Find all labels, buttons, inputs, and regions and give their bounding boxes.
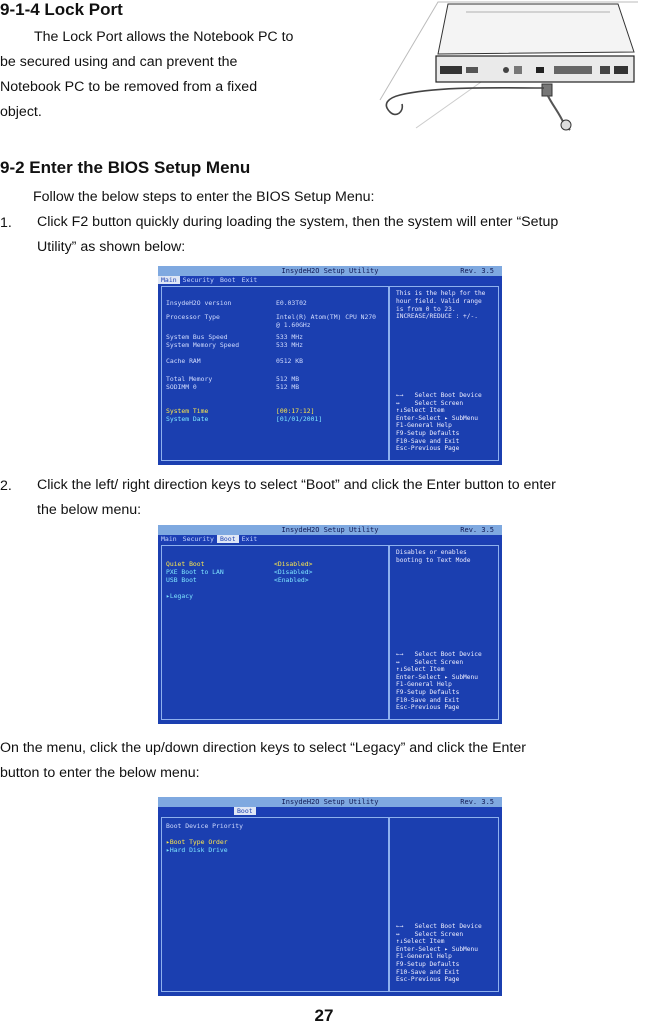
bios-row-value: @ 1.60GHz [276, 321, 311, 329]
menu-boot: Boot [219, 276, 236, 284]
bios-row-value: 0512 KB [276, 357, 303, 365]
bios-row-label: Total Memory [166, 375, 213, 383]
bios-row-value: E0.03T02 [276, 299, 307, 307]
bios-row-label: Processor Type [166, 313, 220, 321]
section-heading-bios: 9-2 Enter the BIOS Setup Menu [0, 158, 251, 177]
bios-title: InsydeH2O Setup Utility [281, 526, 379, 534]
laptop-lock-illustration [378, 0, 640, 132]
menu-main: Main [161, 535, 177, 543]
bios-row-value: [00:17:12] [276, 407, 315, 415]
bios-title-bar [158, 266, 502, 276]
bios-row-value: [01/01/2001] [276, 415, 323, 423]
bios-rev: Rev. 3.5 [460, 267, 494, 275]
bios-key-legend: ←→ Select Boot Device ↔ Select Screen ↑↓Select Item Enter-Select ▸ SubMenu F1-General Help F9-Setup Defaults F10-Save and Exit Esc-Previous Page [396, 923, 482, 984]
bios-row-value: <Enabled> [274, 576, 309, 584]
step-text: Click the left/ right direction keys to select “Boot” and click the Enter button to enter [37, 477, 556, 493]
bios-row-label: System Date [166, 415, 209, 423]
bios-row-label: ▸Hard Disk Drive [166, 846, 228, 854]
bios-row-value: <Disabled> [274, 560, 313, 568]
body-text: button to enter the below menu: [0, 765, 200, 781]
bios-main-screenshot [158, 266, 502, 465]
bios-row-value: 533 MHz [276, 341, 303, 349]
bios-rev: Rev. 3.5 [460, 798, 494, 806]
menu-main: Main [158, 276, 180, 284]
bios-menu-bar [158, 276, 502, 284]
bios-row-value: Intel(R) Atom(TM) CPU N270 [276, 313, 377, 321]
body-text: object. [0, 104, 42, 120]
bios-menu-bar [158, 535, 502, 543]
bios-key-legend: ←→ Select Boot Device ↔ Select Screen ↑↓Select Item Enter-Select ▸ SubMenu F1-General Help F9-Setup Defaults F10-Save and Exit Esc-Previous Page [396, 651, 482, 712]
section-heading-lock-port: 9-1-4 Lock Port [0, 0, 123, 19]
step-text: Click F2 button quickly during loading the system, then the system will enter “Setup [37, 214, 559, 230]
bios-menu-bar [158, 807, 502, 815]
bios-legacy-screenshot [158, 797, 502, 996]
bios-row-value: <Disabled> [274, 568, 313, 576]
bios-title: InsydeH2O Setup Utility [281, 267, 379, 275]
bios-row-label: System Memory Speed [166, 341, 240, 349]
body-text: be secured using and can prevent the [0, 54, 238, 70]
step-text: the below menu: [37, 502, 142, 518]
step-number: 2. [0, 478, 12, 494]
page-number: 27 [314, 1006, 334, 1025]
menu-security: Security [182, 535, 214, 543]
bios-row-value: 533 MHz [276, 333, 303, 341]
bios-row-label: System Time [166, 407, 209, 415]
bios-row-label: InsydeH2O version [166, 299, 232, 307]
bios-row-value: 512 MB [276, 383, 300, 391]
bios-row-label: System Bus Speed [166, 333, 228, 341]
bios-row-label: Cache RAM [166, 357, 201, 365]
bios-row-label: USB Boot [166, 576, 197, 584]
bios-row-label: ▸Legacy [166, 592, 193, 600]
bios-row-label: ▸Boot Type Order [166, 838, 228, 846]
bios-title: InsydeH2O Setup Utility [281, 798, 379, 806]
menu-exit: Exit [241, 276, 258, 284]
step-text: Utility” as shown below: [37, 239, 186, 255]
body-text: The Lock Port allows the Notebook PC to [34, 29, 294, 45]
bios-help-text: This is the help for the hour field. Valid range is from 0 to 23. INCREASE/REDUCE : +/-. [396, 290, 486, 321]
step-number: 1. [0, 215, 12, 231]
menu-exit: Exit [241, 535, 258, 543]
intro-text: Follow the below steps to enter the BIOS Setup Menu: [33, 189, 375, 205]
body-text: On the menu, click the up/down direction keys to select “Legacy” and click the Enter [0, 740, 526, 756]
menu-boot: Boot [234, 807, 256, 815]
bios-row-value: 512 MB [276, 375, 300, 383]
bios-title-bar [158, 797, 502, 807]
body-text: Notebook PC to be removed from a fixed [0, 79, 258, 95]
bios-row-label: Quiet Boot [166, 560, 205, 568]
bios-boot-screenshot [158, 525, 502, 724]
bios-row-label: SODIMM 0 [166, 383, 197, 391]
menu-boot: Boot [217, 535, 239, 543]
bios-section-heading: Boot Device Priority [166, 822, 243, 830]
bios-key-legend: ←→ Select Boot Device ↔ Select Screen ↑↓Select Item Enter-Select ▸ SubMenu F1-General Help F9-Setup Defaults F10-Save and Exit Esc-Previous Page [396, 392, 482, 453]
bios-rev: Rev. 3.5 [460, 526, 494, 534]
bios-title-bar [158, 525, 502, 535]
bios-row-label: PXE Boot to LAN [166, 568, 224, 576]
menu-security: Security [182, 276, 214, 284]
bios-help-text: Disables or enables booting to Text Mode [396, 549, 471, 564]
